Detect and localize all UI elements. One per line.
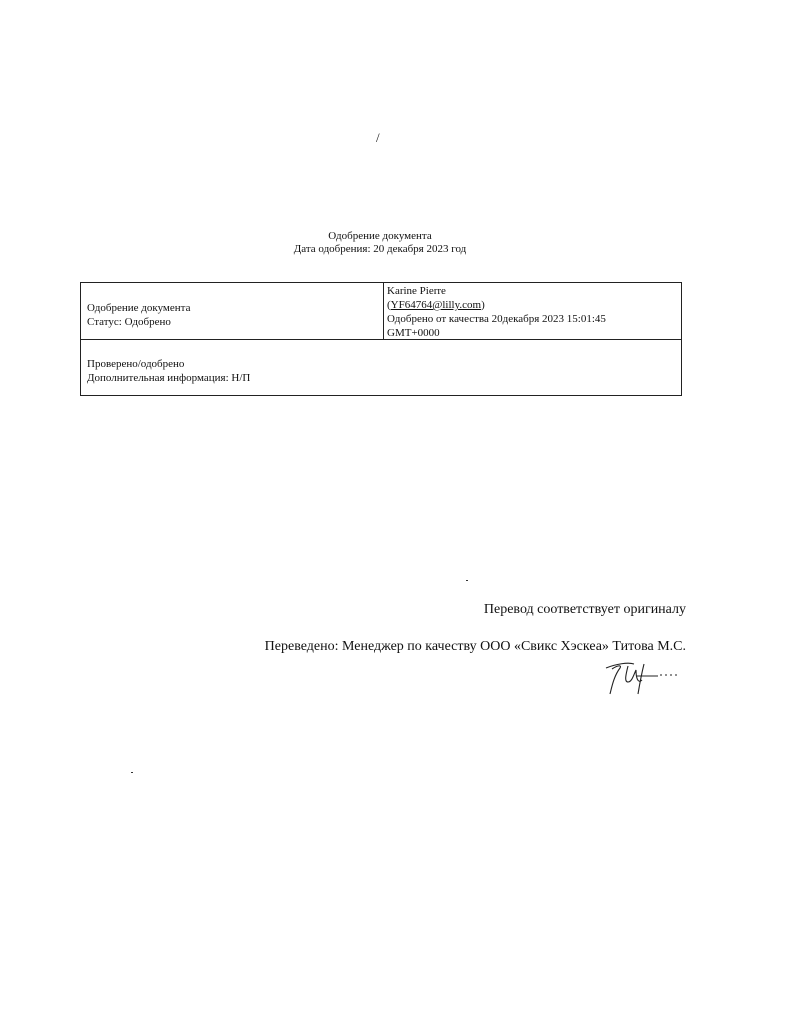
- translation-conformity-statement: Перевод соответствует оригиналу: [483, 602, 686, 617]
- review-cell: [87, 357, 250, 385]
- approval-cell: [87, 301, 190, 329]
- scan-speck: [131, 772, 133, 773]
- approver-name: Karine Pierre: [387, 285, 446, 297]
- top-slash-mark: /: [376, 130, 380, 145]
- email-open-paren: (: [387, 299, 391, 311]
- document-title: Одобрение документа: [328, 230, 432, 242]
- status-text: Статус: Одобрено: [87, 316, 171, 328]
- approver-email-link[interactable]: YF64764@lilly.com: [390, 299, 482, 311]
- approval-date: Дата одобрения: 20 декабря 2023 год: [293, 243, 467, 255]
- approver-email-line: [387, 298, 606, 312]
- translator-line: Переведено: Менеджер по качеству ООО «Свикс Хэскеа» Титова М.С.: [264, 639, 686, 654]
- timezone-text: GMT+0000: [387, 327, 440, 339]
- scan-speck: [466, 580, 468, 581]
- column-divider: [383, 283, 384, 339]
- approved-timestamp: Одобрено от качества 20декабря 2023 15:01:45: [387, 313, 606, 325]
- approval-table: [80, 282, 682, 396]
- additional-info: Дополнительная информация: Н/П: [87, 372, 251, 384]
- approval-label: Одобрение документа: [87, 302, 191, 314]
- email-close-paren: ): [481, 299, 485, 311]
- handwritten-signature-icon: [598, 660, 688, 696]
- review-status: Проверено/одобрено: [87, 358, 185, 370]
- approver-cell: [387, 284, 606, 340]
